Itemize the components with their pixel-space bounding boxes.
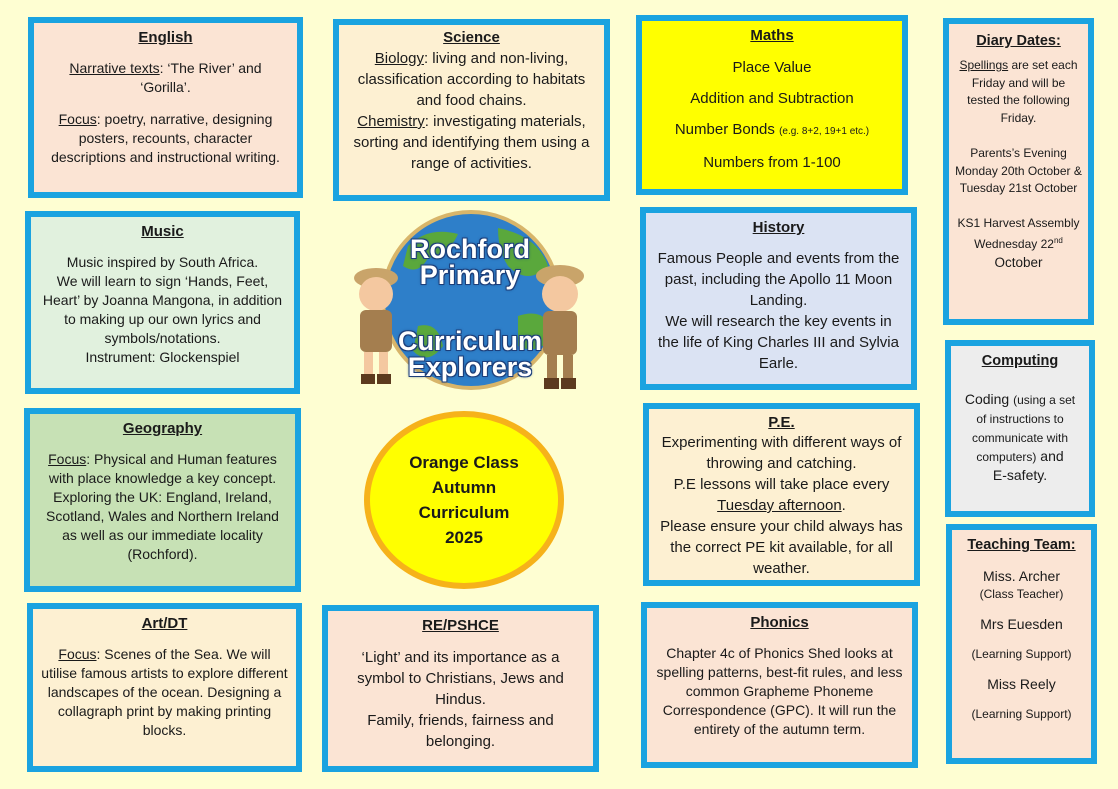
team-role-3: (Learning Support) — [971, 707, 1072, 721]
science-biology-text: : living and non-living, classification according to habitats and food chains. — [357, 50, 586, 109]
pe-text2 — [657, 474, 906, 516]
art-focus — [41, 645, 288, 740]
science-biology-label: Biology — [374, 50, 424, 67]
maths-line3-small: (e.g. 8+2, 19+1 etc.) — [779, 126, 870, 137]
diary-spellings-label: Spellings — [959, 58, 1009, 72]
geography-focus-label: Focus — [48, 451, 87, 467]
science-chemistry-label: Chemistry — [357, 113, 425, 130]
pe-text3: Please ensure your child always has the correct PE kit available, for all weather. — [660, 518, 903, 577]
diary-spellings — [955, 57, 1082, 127]
center-line3: Curriculum — [418, 503, 510, 522]
art-focus-label: Focus — [58, 646, 97, 662]
art-title: Art/DT — [141, 615, 188, 632]
diary-parents-evening: Parents’s Evening Monday 20th October & Tuesday 21st October — [955, 146, 1082, 195]
phonics-panel — [641, 602, 918, 768]
maths-title: Maths — [750, 27, 794, 44]
science-chemistry-text: : investigating materials, sorting and identifying them using a range of activities. — [353, 113, 590, 172]
diary-harvest-text: KS1 Harvest Assembly Wednesday 22 — [957, 215, 1080, 251]
english-narrative-text: : ‘The River’ and ‘Gorilla’. — [140, 60, 262, 95]
computing-and: and — [1036, 448, 1064, 464]
pe-text1: Experimenting with different ways of throwing and catching. — [661, 434, 902, 472]
re-text2: Family, friends, fairness and belonging. — [367, 712, 554, 750]
team-panel — [946, 524, 1097, 764]
diary-harvest-sup: nd — [1053, 236, 1063, 245]
maths-line3-text: Number Bonds — [674, 121, 775, 138]
computing-coding-small: (using a set of instructions to communicate with computers) — [971, 393, 1076, 464]
pe-title: P.E. — [768, 414, 795, 431]
logo-subtitle — [348, 328, 592, 380]
music-text3: Instrument: Glockenspiel — [85, 349, 240, 365]
maths-line4: Numbers from 1-100 — [703, 154, 841, 171]
pe-panel — [643, 403, 920, 586]
team-role-1: (Class Teacher) — [979, 587, 1064, 601]
music-panel — [25, 211, 300, 394]
music-title: Music — [141, 223, 184, 240]
diary-title: Diary Dates: — [976, 33, 1061, 49]
computing-title: Computing — [981, 353, 1059, 369]
history-text2: We will research the key events in the life of King Charles III and Sylvia Earle. — [658, 313, 899, 372]
computing-coding: Coding — [964, 391, 1010, 407]
phonics-title: Phonics — [750, 614, 809, 631]
center-line4: 2025 — [445, 528, 483, 547]
orange-class-badge — [364, 411, 564, 589]
english-focus — [42, 110, 289, 167]
geography-focus-text: : Physical and Human features with place knowledge a key concept. Exploring the UK: England, Ireland, Scotland, Wales and Northern Ireland as well as our immediate locality (Rochford). — [46, 451, 279, 562]
english-focus-text: : poetry, narrative, designing posters, recounts, character descriptions and instructional writing. — [51, 111, 280, 165]
science-panel — [333, 19, 610, 201]
english-title: English — [138, 29, 193, 46]
phonics-text: Chapter 4c of Phonics Shed looks at spelling patterns, best-fit rules, and less common Grapheme Phoneme Correspondence (GPC). It will run the entirety of the autumn term. — [656, 645, 903, 737]
art-focus-text: : Scenes of the Sea. We will utilise famous artists to explore different landscapes of the ocean. Designing a collagraph print by making printing blocks. — [41, 646, 288, 738]
music-text1: Music inspired by South Africa. — [66, 254, 259, 270]
logo-title — [348, 236, 592, 288]
re-text1: ‘Light’ and its importance as a symbol to Christians, Jews and Hindus. — [357, 649, 564, 708]
team-member-2: Mrs Euesden — [980, 616, 1063, 632]
english-panel — [28, 17, 303, 198]
history-title: History — [752, 219, 805, 236]
maths-line1: Place Value — [732, 59, 812, 76]
computing-text — [961, 390, 1079, 484]
team-title: Teaching Team: — [967, 537, 1076, 553]
diary-harvest-month: October — [994, 254, 1043, 270]
science-chemistry — [347, 111, 596, 174]
english-focus-label: Focus — [58, 111, 97, 127]
art-panel — [27, 603, 302, 772]
pe-text2-b: Tuesday afternoon — [717, 497, 842, 514]
history-panel — [640, 207, 917, 390]
science-biology — [347, 48, 596, 111]
science-title: Science — [443, 29, 500, 46]
center-line2: Autumn — [431, 478, 497, 497]
maths-line3 — [650, 120, 894, 141]
center-line1: Orange Class — [409, 453, 519, 472]
logo-line1: Rochford — [410, 234, 530, 264]
geography-title: Geography — [122, 420, 203, 437]
team-member-3: Miss Reely — [987, 676, 1056, 692]
pe-text2-a: P.E lessons will take place every — [673, 476, 890, 493]
re-panel — [322, 605, 599, 772]
diary-harvest — [955, 215, 1082, 273]
re-title: RE/PSHCE — [422, 617, 499, 634]
pe-text2-c: . — [841, 497, 846, 514]
diary-spellings-text: are set each Friday and will be tested the following Friday. — [967, 58, 1078, 125]
logo-line3: Curriculum — [397, 326, 543, 356]
curriculum-explorers-logo — [348, 206, 592, 402]
geography-panel — [24, 408, 301, 592]
computing-esafety: E-safety. — [992, 467, 1048, 483]
team-member-1: Miss. Archer — [982, 568, 1060, 584]
maths-panel — [636, 15, 908, 195]
maths-line2: Addition and Subtraction — [690, 90, 854, 107]
logo-line2: Primary — [419, 260, 521, 290]
computing-panel — [945, 340, 1095, 517]
music-text2: We will learn to sign ‘Hands, Feet, Heart’ by Joanna Mangona, in addition to making up our own lyrics and symbols/notations. — [42, 273, 283, 346]
diary-panel — [943, 18, 1094, 325]
english-narrative-label: Narrative texts — [69, 60, 160, 76]
team-role-2: (Learning Support) — [971, 647, 1072, 661]
history-text1: Famous People and events from the past, including the Apollo 11 Moon Landing. — [657, 250, 900, 309]
english-narrative — [58, 59, 273, 97]
geography-focus — [38, 450, 287, 564]
logo-line4: Explorers — [407, 352, 533, 382]
